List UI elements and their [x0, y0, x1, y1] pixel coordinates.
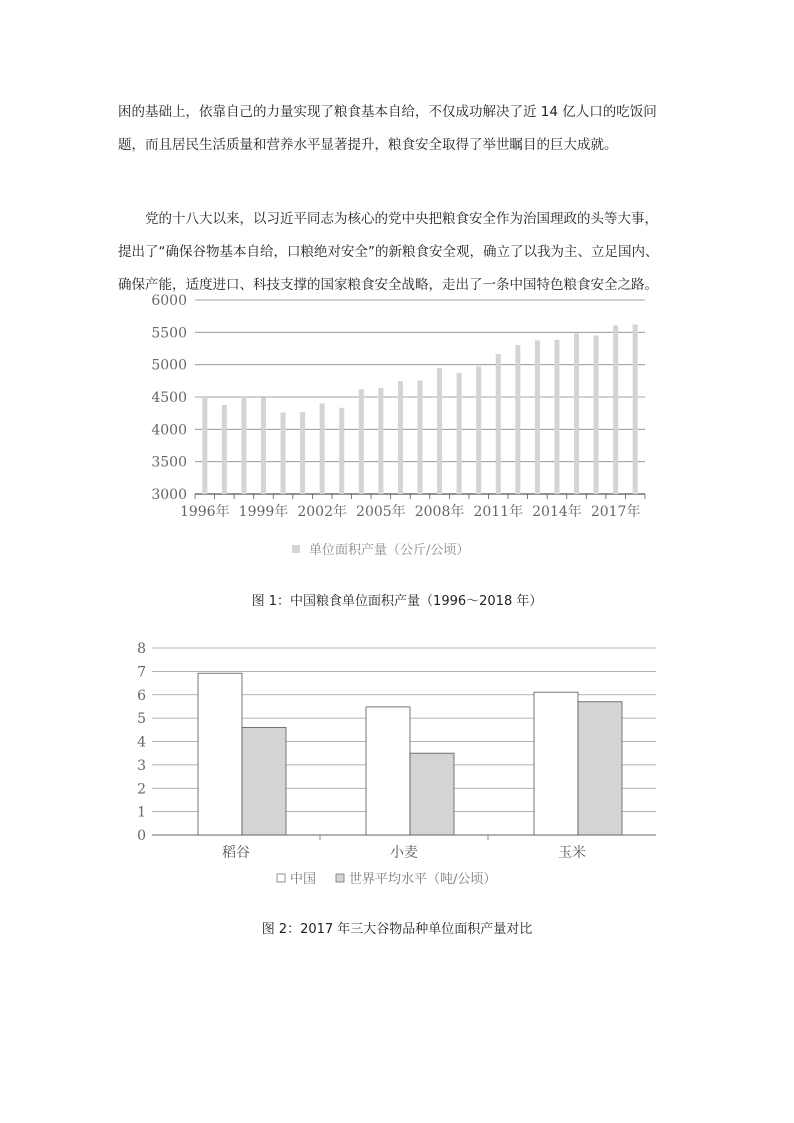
bar-2005 — [378, 388, 383, 494]
y-tick-label: 0 — [137, 828, 146, 844]
y-tick-label: 4 — [137, 734, 146, 751]
legend-label-world: 世界平均水平（吨/公顷） — [349, 872, 497, 887]
y-tick-label: 7 — [137, 664, 146, 681]
bar-2002 — [320, 404, 325, 494]
y-tick-label: 1 — [137, 804, 146, 821]
bar-2018 — [633, 325, 638, 494]
bar-2015 — [574, 333, 579, 494]
x-tick-label: 1999年 — [238, 504, 289, 520]
paragraph-line: 提出了“确保谷物基本自给，口粮绝对安全”的新粮食安全观，确立了以我为主、立足国内、 — [118, 244, 659, 260]
chart2-legend — [277, 871, 496, 887]
chart2-bars — [198, 673, 622, 835]
legend-swatch-world — [336, 874, 344, 882]
bar-2017 — [613, 325, 618, 494]
x-tick-label: 2005年 — [356, 504, 406, 520]
paragraph-line: 确保产能，适度进口、科技支撑的国家粮食安全战略，走出了一条中国特色粮食安全之路。 — [118, 277, 658, 293]
bar-world-1 — [410, 753, 454, 835]
bar-2011 — [496, 354, 501, 494]
x-tick-label: 2017年 — [590, 504, 641, 520]
y-tick-label: 5000 — [151, 357, 187, 374]
y-tick-label: 2 — [137, 781, 146, 798]
bar-1999 — [261, 397, 266, 494]
cereal-comparison-chart — [0, 630, 794, 900]
y-tick-label: 8 — [137, 641, 146, 657]
chart1-legend — [292, 542, 469, 558]
x-tick-label: 2014年 — [532, 504, 582, 520]
figure1-caption: 图 1：中国粮食单位面积产量（1996～2018 年） — [251, 594, 543, 609]
bar-2004 — [359, 389, 364, 494]
bar-2013 — [535, 340, 540, 494]
bar-world-2 — [578, 702, 622, 835]
bar-1997 — [222, 405, 227, 494]
figure2-caption: 图 2：2017 年三大谷物品种单位面积产量对比 — [261, 922, 533, 937]
bar-2007 — [418, 380, 423, 494]
y-tick-label: 6 — [137, 687, 146, 704]
bar-2012 — [515, 345, 520, 494]
y-tick-label: 3 — [137, 757, 146, 774]
bar-china-1 — [366, 707, 410, 835]
paragraph-line: 困的基础上，依靠自己的力量实现了粮食基本自给，不仅成功解决了近 14 亿人口的吃饭问 — [118, 104, 657, 120]
x-tick-label: 2011年 — [473, 504, 524, 520]
bar-2001 — [300, 412, 305, 494]
bar-2014 — [554, 340, 559, 494]
bar-2008 — [437, 368, 442, 494]
paragraph-line: 题，而且居民生活质量和营养水平显著提升，粮食安全取得了举世瞩目的巨大成就。 — [118, 137, 618, 153]
bar-2009 — [457, 373, 462, 494]
bar-2016 — [594, 335, 599, 494]
bar-2006 — [398, 381, 403, 494]
chart1-bars — [202, 325, 637, 494]
y-tick-label: 4000 — [151, 422, 187, 439]
bar-1996 — [202, 398, 207, 494]
y-tick-label: 5500 — [151, 325, 187, 342]
bar-2000 — [281, 412, 286, 494]
y-tick-label: 3000 — [151, 487, 187, 503]
bar-china-0 — [198, 673, 242, 835]
bar-2003 — [339, 408, 344, 494]
x-tick-label: 2002年 — [297, 504, 347, 520]
y-tick-label: 4500 — [151, 390, 187, 406]
bar-world-0 — [242, 727, 286, 835]
legend-label-china: 中国 — [290, 872, 317, 887]
bar-2010 — [476, 366, 481, 494]
legend-swatch — [292, 545, 300, 553]
x-tick-label: 2008年 — [414, 504, 465, 520]
y-tick-label: 6000 — [151, 293, 187, 309]
bar-china-2 — [534, 692, 578, 835]
x-category-label: 玉米 — [558, 845, 586, 861]
bar-1998 — [241, 397, 246, 494]
legend-swatch-china — [277, 874, 285, 882]
paragraph-line: 党的十八大以来，以习近平同志为核心的党中央把粮食安全作为治国理政的头等大事， — [145, 211, 658, 227]
x-category-label: 小麦 — [390, 845, 418, 861]
x-category-label: 稻谷 — [222, 845, 250, 861]
y-tick-label: 3500 — [151, 454, 187, 471]
x-tick-label: 1996年 — [179, 504, 230, 520]
y-tick-label: 5 — [137, 711, 146, 728]
legend-label: 单位面积产量（公斤/公顷） — [309, 543, 470, 558]
